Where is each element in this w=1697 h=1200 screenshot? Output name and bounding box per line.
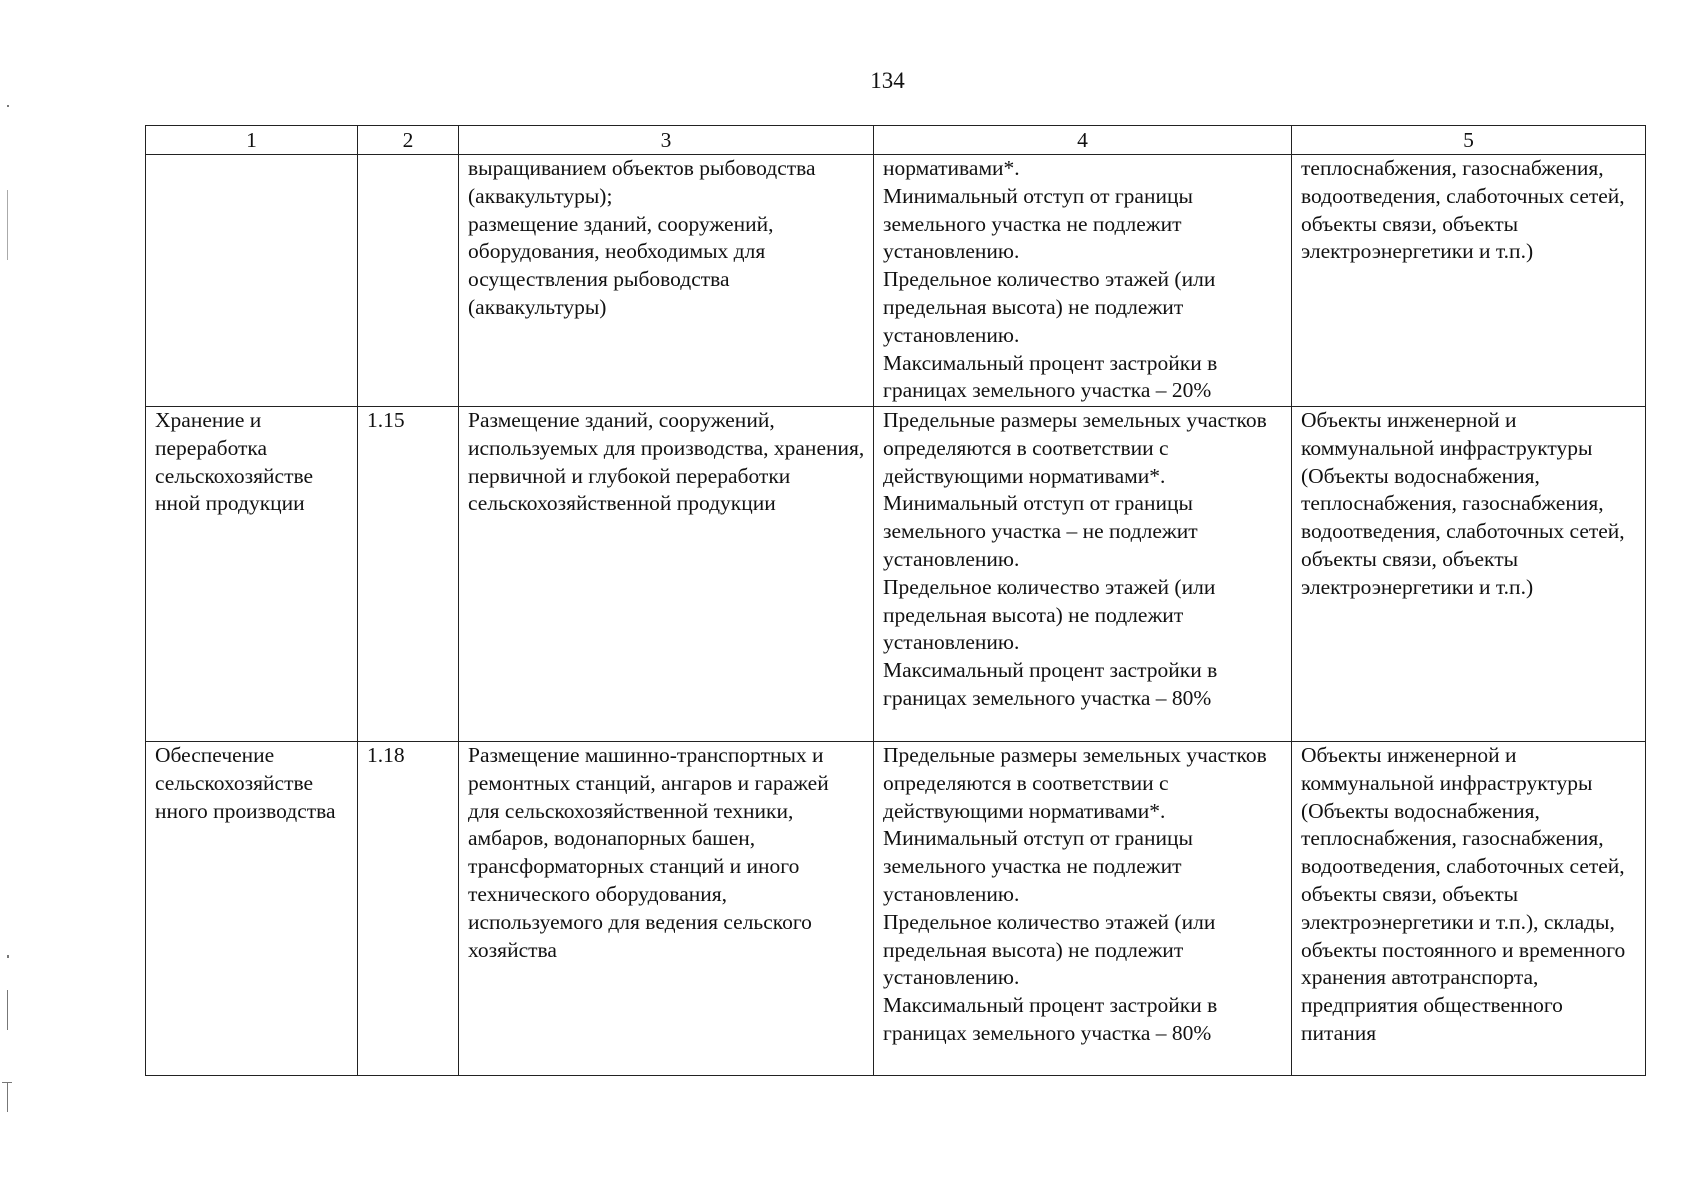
cell-use-name	[146, 407, 358, 742]
description-paragraph: выращиванием объектов рыбоводства (аквакультуры);	[468, 156, 816, 208]
table-row	[146, 155, 1646, 407]
column-header-4: 4	[874, 126, 1292, 155]
description-paragraph: размещение зданий, сооружений, оборудования, необходимых для осуществления рыбоводства (аквакультуры)	[468, 211, 774, 319]
parameter-paragraph: Максимальный процент застройки в границах земельного участка – 20%	[883, 350, 1218, 403]
cell-auxiliary-objects	[1292, 742, 1646, 1076]
cell-use-description	[459, 155, 874, 407]
cell-parameters	[874, 155, 1292, 407]
column-header-1: 1	[146, 126, 358, 155]
parameter-paragraph: Минимальный отступ от границы земельного участка не подлежит установлению.	[883, 183, 1193, 264]
cell-auxiliary-objects	[1292, 407, 1646, 742]
description-paragraph: Размещение машинно-транспортных и ремонтных станций, ангаров и гаражей для сельскохозяйственной техники, амбаров, водонапорных башен, трансформаторных станций и иного технического оборудования, используемого для ведения сельского хозяйства	[468, 743, 829, 962]
column-header-2: 2	[358, 126, 459, 155]
cell-auxiliary-objects	[1292, 155, 1646, 407]
parameter-paragraph: Предельное количество этажей (или предельная высота) не подлежит установлению.	[883, 574, 1216, 655]
objects-paragraph: теплоснабжения, газоснабжения, водоотведения, слаботочных сетей, объекты связи, объекты электроэнергетики и т.п.)	[1301, 156, 1625, 264]
column-header-5: 5	[1292, 126, 1646, 155]
objects-paragraph: Объекты инженерной и коммунальной инфраструктуры (Объекты водоснабжения, теплоснабжения, газоснабжения, водоотведения, слаботочных сетей, объекты связи, объекты электроэнергетики и т.п.)	[1301, 408, 1625, 599]
scan-speck	[7, 955, 9, 958]
table-row	[146, 407, 1646, 742]
scan-speck	[7, 190, 8, 260]
objects-paragraph: Объекты инженерной и коммунальной инфраструктуры (Объекты водоснабжения, теплоснабжения, газоснабжения, водоотведения, слаботочных сетей, объекты связи, объекты электроэнергетики и т.п.), склады, объекты постоянного и временного хранения автотранспорта, предприятия общественного питания	[1301, 743, 1626, 1045]
cell-use-description	[459, 742, 874, 1076]
use-code: 1.18	[367, 743, 405, 767]
parameter-paragraph: Минимальный отступ от границы земельного участка – не подлежит установлению.	[883, 491, 1198, 571]
cell-use-code	[358, 407, 459, 742]
parameter-paragraph: Предельное количество этажей (или предельная высота) не подлежит установлению.	[883, 909, 1216, 990]
zoning-table	[145, 125, 1646, 1076]
description-paragraph: Размещение зданий, сооружений, используемых для производства, хранения, первичной и глубокой переработки сельскохозяйственной продукции	[468, 408, 865, 516]
parameter-paragraph: Максимальный процент застройки в границах земельного участка – 80%	[883, 993, 1218, 1045]
scan-speck	[7, 990, 8, 1030]
column-header-3: 3	[459, 126, 874, 155]
page-number: 134	[870, 68, 905, 93]
parameter-paragraph: Предельные размеры земельных участков определяются в соответствии с действующими нормативами*.	[883, 408, 1267, 488]
use-name: Обеспечение сельскохозяйстве нного производства	[155, 743, 336, 823]
cell-use-name	[146, 155, 358, 407]
cell-use-code	[358, 155, 459, 407]
cell-use-code	[358, 742, 459, 1076]
cell-use-name	[146, 742, 358, 1076]
table-row	[146, 742, 1646, 1076]
use-code: 1.15	[367, 408, 405, 432]
cell-parameters	[874, 742, 1292, 1076]
parameter-paragraph: Предельные размеры земельных участков определяются в соответствии с действующими нормативами*.	[883, 743, 1267, 823]
cell-use-description	[459, 407, 874, 742]
scan-speck	[7, 1082, 8, 1112]
parameter-paragraph: Минимальный отступ от границы земельного участка не подлежит установлению.	[883, 826, 1193, 906]
parameter-paragraph: Максимальный процент застройки в границах земельного участка – 80%	[883, 658, 1218, 710]
parameter-paragraph: Предельное количество этажей (или предельная высота) не подлежит установлению.	[883, 267, 1216, 347]
parameter-paragraph: нормативами*.	[883, 156, 1020, 180]
table-header-row	[146, 126, 1646, 155]
scan-speck	[7, 105, 9, 107]
use-name: Хранение и переработка сельскохозяйстве нной продукции	[155, 408, 314, 516]
cell-parameters	[874, 407, 1292, 742]
